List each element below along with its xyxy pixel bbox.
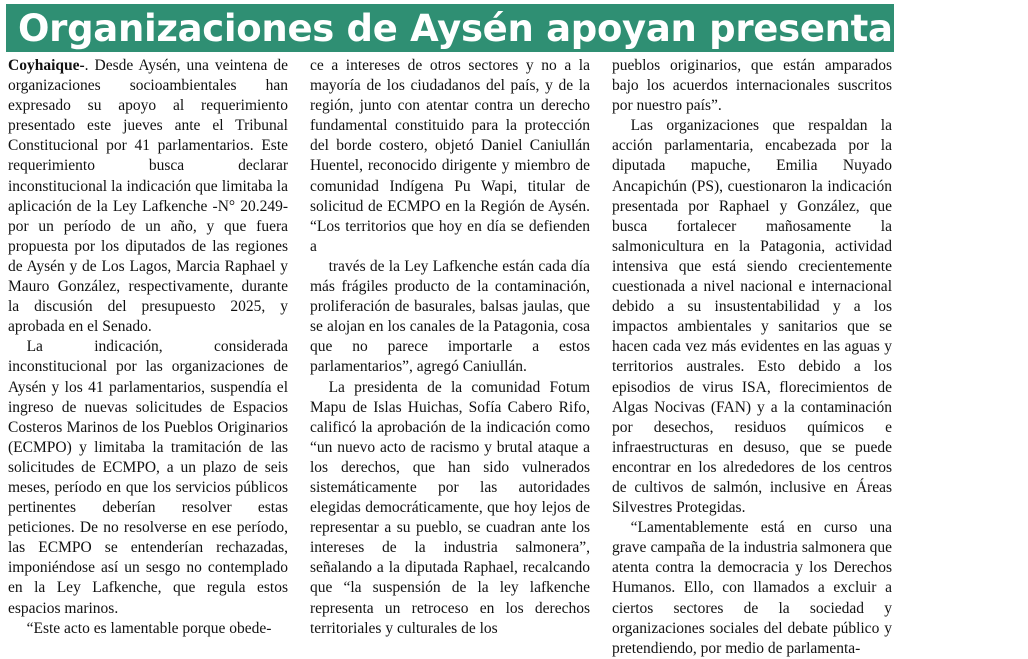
paragraph-text: . Desde Aysén, una veintena de organizaciones socioambientales han expresado su apoyo al requerimiento presentado este jueves ante el Tribunal Constitucional por 41 parlamentarios. Este requerimiento busca declarar inconstitucional la indicación que limitaba la aplicación de la Ley Lafkenche -N° 20.249- por un período de un año, y que fuera propuesta por los diputados de las regiones de Aysén y de Los Lagos, Marcia Raphael y Mauro González, respectivamente, durante la discusión del presupuesto 2025, y aprobada en el Senado.: [8, 57, 288, 336]
paragraph: pueblos originarios, que están amparados bajo los acuerdos internacionales suscritos por nuestro país”.: [612, 57, 892, 115]
article-column-2: [310, 56, 590, 646]
paragraph: través de la Ley Lafkenche están cada día más frágiles producto de la contaminación, proliferación de basurales, balsas jaulas, que se alojan en los canales de la Patagonia, cosa que no parece importarle a estos parlamentarios”, agregó Caniullán.: [310, 257, 590, 376]
paragraph: “Lamentablemente está en curso una grave campaña de la industria salmonera que atenta contra la democracia y los Derechos Humanos. Ello, con llamados a excluir a ciertos sectores de la sociedad y organizaciones sociales del debate público y pretendiendo, por medio de parlamenta-: [612, 519, 892, 657]
paragraph: [8, 56, 288, 337]
paragraph: Las organizaciones que respaldan la acción parlamentaria, encabezada por la diputada mapuche, Emilia Nuyado Ancapichún (PS), cuestionaron la indicación presentada por Raphael y González, que busca fortalecer mañosamente la salmonicultura en la Patagonia, actividad intensiva que está siendo crecientemente cuestionada a nivel nacional e internacional debido a su insustentabilidad y a los impactos ambientales y sanitarios que se hacen cada vez más evidentes en las aguas y territorios australes. Esto debido a los episodios de virus ISA, florecimientos de Algas Nocivas (FAN) y a la contaminación por desechos, residuos químicos e infraestructuras en desuso, que se puede encontrar en los alrededores de los centros de cultivos de salmón, inclusive en Áreas Silvestres Protegidas.: [612, 117, 892, 517]
paragraph: La indicación, considerada inconstitucional por las organizaciones de Aysén y los 41 parlamentarios, suspendía el ingreso de nuevas solicitudes de Espacios Costeros Marinos de los Pueblos Originarios (ECMPO) y limitaba la tramitación de las solicitudes de ECMPO, a un plazo de seis meses, período en que los servicios públicos pertinentes deberían resolver estas peticiones. De no resolverse en ese período, las ECMPO se entenderían rechazadas, imponiéndose así un sesgo no contemplado en la Ley Lafkenche, que regula estos espacios marinos.: [8, 338, 288, 617]
article-column-1: [8, 56, 288, 646]
article-column-3: [612, 56, 892, 657]
article-body: [8, 56, 892, 657]
paragraph: ce a intereses de otros sectores y no a la mayoría de los ciudadanos del país, y de la región, junto con atentar contra un derecho fundamental constituido para la protección del borde costero, objetó Daniel Caniullán Huentel, reconocido dirigente y miembro de comunidad Indígena Pu Wapi, titular de solicitud de ECMPO en la Región de Aysén. “Los territorios que hoy en día se defienden a: [310, 57, 590, 255]
dateline: Coyhaique-: [8, 57, 85, 74]
headline: Organizaciones de Aysén apoyan presentación al: [18, 6, 1028, 50]
paragraph: La presidenta de la comunidad Fotum Mapu de Islas Huichas, Sofía Cabero Rifo, calificó la aprobación de la indicación como “un nuevo acto de racismo y brutal ataque a los derechos, que han sido vulnerados sistemáticamente por las autoridades elegidas democráticamente, que hoy lejos de representar a su pueblo, se cuadran ante los intereses de la industria salmonera”, señalando a la diputada Raphael, recalcando que “la suspensión de la ley lafkenche representa un retroceso en los derechos territoriales y culturales de los: [310, 378, 590, 637]
headline-banner: [6, 4, 1028, 52]
paragraph: “Este acto es lamentable porque obede-: [26, 619, 272, 637]
